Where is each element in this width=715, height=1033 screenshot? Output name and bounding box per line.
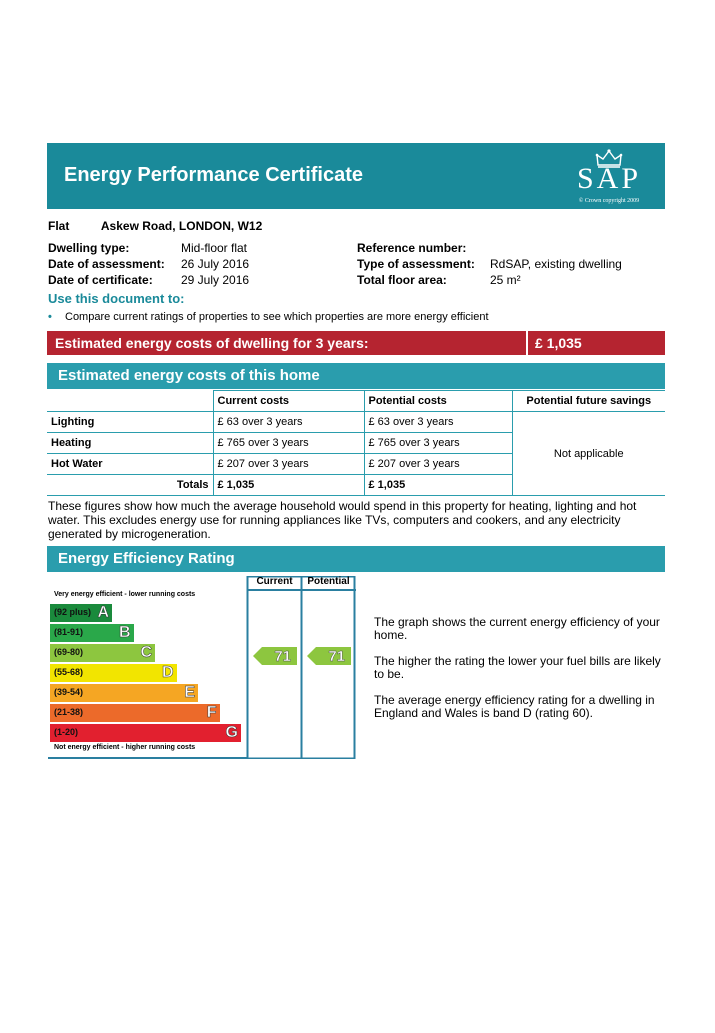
- totals-label: Totals: [47, 475, 213, 496]
- costs-note: These figures show how much the average household would spend in this property for heating, lighting and hot water. This excludes energy use for running appliances like TVs, computers and cookers, and any electricity generated by microgeneration.: [48, 499, 637, 541]
- table-header-cell: Current costs: [213, 391, 364, 412]
- totals-potential: £ 1,035: [364, 475, 512, 496]
- band-range: (21-38): [54, 707, 84, 717]
- property-address-line: [48, 219, 262, 233]
- band-letter: E: [184, 684, 195, 701]
- current-rating-arrow: [253, 647, 297, 665]
- detail-label: Date of assessment:: [48, 257, 165, 271]
- costs-table: [47, 390, 665, 496]
- details-right: [357, 240, 622, 288]
- rating-band-d: [50, 664, 177, 682]
- rating-band-c: [50, 644, 155, 662]
- band-letter: F: [206, 704, 217, 721]
- current-cost: £ 63 over 3 years: [213, 412, 364, 433]
- current-cost: £ 207 over 3 years: [213, 454, 364, 475]
- band-range: (55-68): [54, 667, 84, 677]
- rating-band-a: [50, 604, 112, 622]
- bottom-efficiency-label: Not energy efficient - higher running costs: [54, 744, 196, 751]
- potential-cost: £ 765 over 3 years: [364, 433, 512, 454]
- divider: [526, 331, 528, 355]
- band-range: (69-80): [54, 647, 84, 657]
- detail-value: Mid-floor flat: [181, 241, 248, 255]
- current-cost: £ 765 over 3 years: [213, 433, 364, 454]
- table-row: [47, 412, 665, 433]
- bullet-icon: •: [48, 311, 52, 323]
- potential-column-header: Potential: [307, 576, 350, 587]
- estimated-cost-value: £ 1,035: [535, 335, 582, 351]
- details-left: [48, 240, 249, 288]
- band-letter: C: [140, 644, 152, 661]
- rating-band-f: [50, 704, 220, 722]
- certificate-header: [47, 143, 665, 209]
- detail-label: Total floor area:: [357, 273, 447, 287]
- potential-cost: £ 207 over 3 years: [364, 454, 512, 475]
- current-column-header: Current: [256, 576, 293, 587]
- crown-copyright: © Crown copyright 2009: [578, 198, 640, 204]
- current-rating-arrow-value: 71: [274, 648, 291, 665]
- band-range: (81-91): [54, 627, 84, 637]
- costs-section-title: Estimated energy costs of this home: [58, 367, 320, 384]
- detail-row: [48, 272, 249, 288]
- band-letter: A: [97, 604, 109, 621]
- potential-rating-arrow-value: 71: [328, 648, 345, 665]
- rating-section-header: [47, 546, 665, 572]
- detail-row: [357, 272, 622, 288]
- detail-row: [48, 240, 249, 256]
- band-letter: D: [161, 664, 174, 681]
- detail-row: [48, 256, 249, 272]
- costs-section-header: [47, 363, 665, 389]
- rating-section-title: Energy Efficiency Rating: [58, 550, 235, 567]
- detail-value: 25 m²: [490, 273, 521, 287]
- explanation-paragraph: The higher the rating the lower your fuel bills are likely to be.: [374, 654, 661, 681]
- detail-label: Reference number:: [357, 241, 467, 255]
- explanation-paragraph: The average energy efficiency rating for a dwelling in England and Wales is band D (rating 60).: [374, 693, 655, 720]
- energy-rating-chart: [47, 576, 356, 759]
- potential-rating-arrow: [307, 647, 351, 665]
- table-header-row: [47, 391, 665, 412]
- rating-band-e: [50, 684, 198, 702]
- band-letter: B: [118, 624, 131, 641]
- totals-current: £ 1,035: [213, 475, 364, 496]
- estimated-cost-label: Estimated energy costs of dwelling for 3 years:: [55, 335, 369, 351]
- band-range: (1-20): [54, 727, 79, 737]
- detail-row: [357, 256, 622, 272]
- property-type: Flat: [48, 219, 70, 233]
- row-label: Hot Water: [47, 454, 213, 475]
- use-document-bullet: [48, 311, 489, 323]
- top-efficiency-label: Very energy efficient - lower running costs: [54, 591, 196, 598]
- potential-cost: £ 63 over 3 years: [364, 412, 512, 433]
- table-header-cell: Potential costs: [364, 391, 512, 412]
- property-address: Askew Road, LONDON, W12: [100, 219, 263, 233]
- band-range: (39-54): [54, 687, 84, 697]
- sap-logo: [567, 148, 651, 206]
- rating-explanation: [374, 616, 666, 733]
- explanation-paragraph: The graph shows the current energy efficiency of your home.: [374, 615, 660, 642]
- table-header-cell: [47, 391, 213, 412]
- future-savings: Not applicable: [512, 412, 665, 496]
- detail-row: [357, 240, 622, 256]
- use-document-title: Use this document to:: [48, 291, 185, 306]
- detail-label: Type of assessment:: [357, 257, 475, 271]
- detail-label: Date of certificate:: [48, 273, 153, 287]
- detail-label: Dwelling type:: [48, 241, 130, 255]
- detail-value: 26 July 2016: [181, 257, 250, 271]
- bullet-text: Compare current ratings of properties to see which properties are more energy efficient: [65, 311, 489, 323]
- row-label: Lighting: [47, 412, 213, 433]
- detail-value: 29 July 2016: [181, 273, 250, 287]
- sap-logo-letters: SAP: [576, 162, 642, 195]
- table-header-cell: Potential future savings: [512, 391, 665, 412]
- estimated-cost-bar: [47, 331, 665, 355]
- detail-value: RdSAP, existing dwelling: [490, 257, 622, 271]
- rating-band-g: [50, 724, 241, 742]
- page-title: Energy Performance Certificate: [64, 164, 364, 186]
- band-letter: G: [225, 724, 238, 741]
- row-label: Heating: [47, 433, 213, 454]
- rating-band-b: [50, 624, 134, 642]
- band-range: (92 plus): [54, 607, 92, 617]
